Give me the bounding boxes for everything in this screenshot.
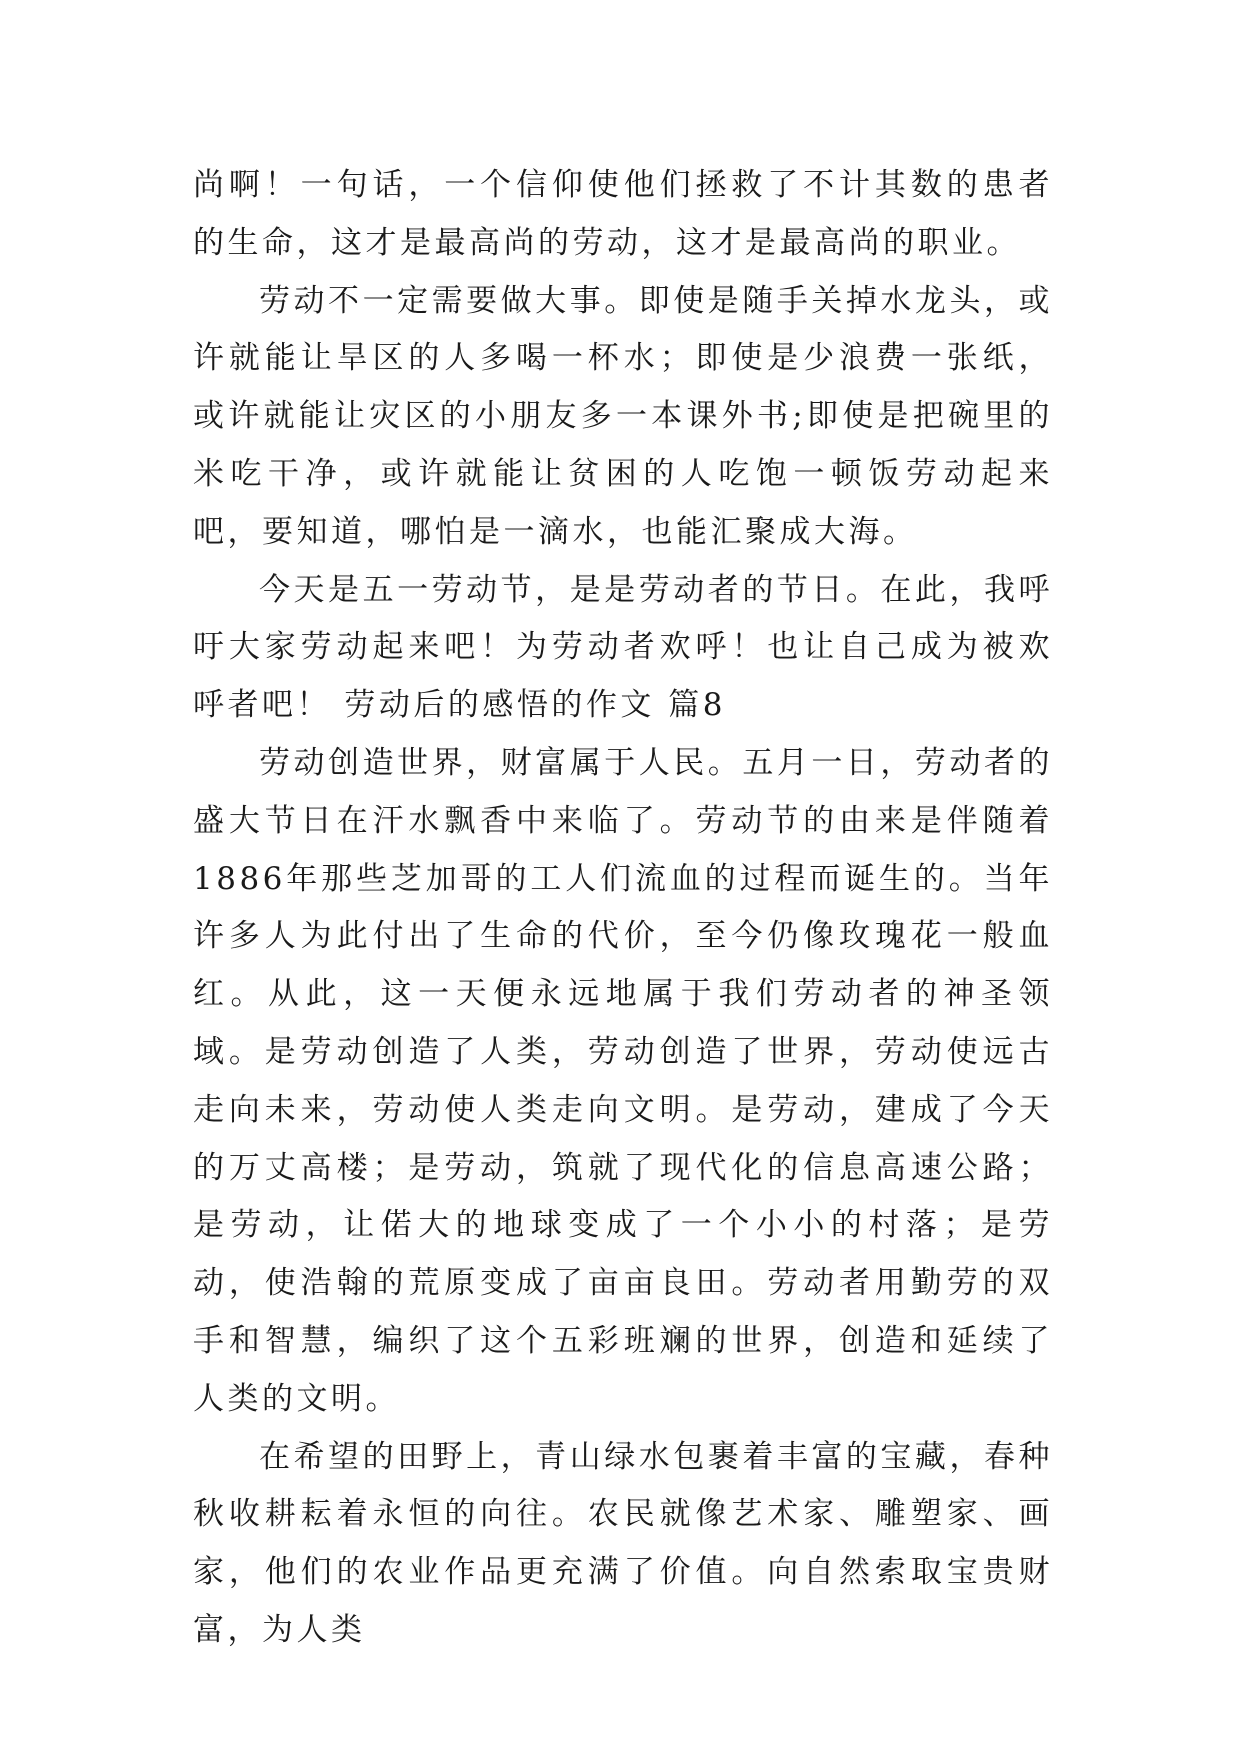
paragraph-4: 劳动创造世界，财富属于人民。五月一日，劳动者的盛大节日在汗水飘香中来临了。劳动节的由来是伴随着1886年那些芝加哥的工人们流血的过程而诞生的。当年许多人为此付出了生命的代价，至今仍像玫瑰花一般血红。从此，这一天便永远地属于我们劳动者的神圣领域。是劳动创造了人类，劳动创造了世界，劳动使远古走向未来，劳动使人类走向文明。是劳动，建成了今天的万丈高楼；是劳动，筑就了现代化的信息高速公路；是劳动，让偌大的地球变成了一个小小的村落；是劳动，使浩翰的荒原变成了亩亩良田。劳动者用勤劳的双手和智慧，编织了这个五彩班斓的世界，创造和延续了人类的文明。 [193, 744, 1053, 1417]
paragraph-3: 今天是五一劳动节，是是劳动者的节日。在此，我呼吁大家劳动起来吧！为劳动者欢呼！也让自己成为被欢呼者吧！ 劳动后的感悟的作文 篇8 [193, 571, 1053, 724]
paragraph-2: 劳动不一定需要做大事。即使是随手关掉水龙头，或许就能让旱区的人多喝一杯水；即使是少浪费一张纸，或许就能让灾区的小朋友多一本课外书;即使是把碗里的米吃干净，或许就能让贫困的人吃饱一顿饭劳动起来吧，要知道，哪怕是一滴水，也能汇聚成大海。 [193, 282, 1053, 550]
paragraph-1: 尚啊！一句话，一个信仰使他们拯救了不计其数的患者的生命，这才是最高尚的劳动，这才是最高尚的职业。 [193, 167, 1053, 261]
document-body [193, 157, 1053, 1660]
paragraph-5: 在希望的田野上，青山绿水包裹着丰富的宝藏，春种秋收耕耘着永恒的向往。农民就像艺术家、雕塑家、画家，他们的农业作品更充满了价值。向自然索取宝贵财富，为人类 [193, 1438, 1053, 1648]
